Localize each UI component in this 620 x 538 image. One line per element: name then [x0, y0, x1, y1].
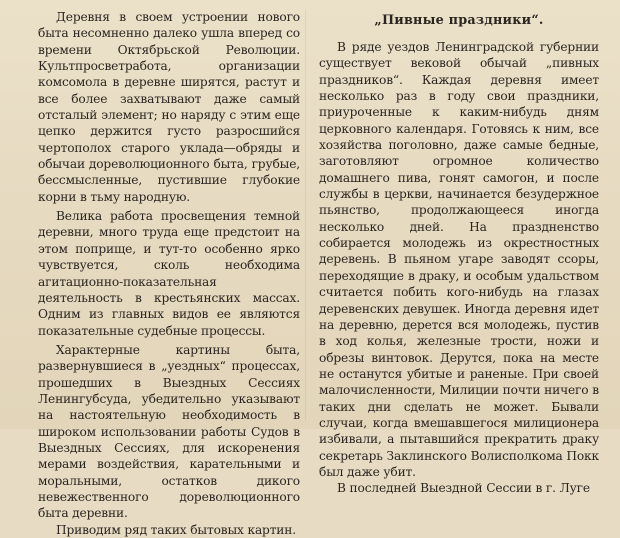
- paragraph: В ряде уездов Ленинградской губернии существует вековой обычай „пивных праздников“. Каждая деревня имеет несколько раз в году свои праздники, приуроченные к каким-нибудь дням церковного календаря. Готовясь к ним, все хозяйства поголовно, даже самые бедные, заготовляют огромное количество домашнего пива, гонят самогон, и после службы в церкви, начинается безудержное пьянство, продолжающееся иногда несколько дней. На праздненство собирается молодежь из окрестностных деревень. В пьяном угаре заводят ссоры, переходящие в драку, и особым удальством считается побить кого-нибудь на глазах деревенских девушек. Иногда деревня идет на деревню, дерется вся молодежь, пустив в ход колья, железные трости, ножи и обрезы винтовок. Дерутся, пока на месте не останутся убитые и раненые. При своей малочисленности, Милиции почти ничего в таких дни сделать не может. Бывали случаи, когда вмешавшегося милиционера избивали, а пытавшийся прекратить драку секретарь Заклинского Волисполкома Покк был даже убит.: [319, 40, 599, 479]
- paragraph: Приводим ряд таких бытовых картин.: [56, 522, 296, 537]
- paragraph: Характерные картины быта, развернувшиеся в „уездных“ процессах, прошедших в Выездных Сессиях Ленингубсуда, убедительно указывают на настоятельную необходимость в широком использовании работы Судов в Выездных Сессиях, для искоренения мерами воздействия, карательными и моральными, остатков дикого невежественного дореволюционного быта деревни.: [38, 342, 300, 521]
- paragraph: Велика работа просвещения темной деревни, много труда еще предстоит на этом поприще, и тут-то особенно ярко чувствуется, сколь необходима агитационно-показательная деятельность в крестьянских массах. Одним из главных видов ее являются показательные судебные процессы.: [38, 209, 300, 338]
- paragraph: Деревня в своем устроении нового быта несомненно далеко ушла вперед со времени Октябрьской Революции. Культпросветработа, организации комсомола в деревне ширятся, растут и все более захватывают даже самый отсталый элемент; но наряду с этим еще цепко держится густо разросшийся чертополох старого уклада—обряды и обычаи дореволюционного быта, грубые, бессмысленные, пустившие глубокие корни в тьму народную.: [38, 10, 300, 204]
- right-column: [319, 13, 599, 497]
- left-column: [38, 9, 300, 538]
- paragraph: В последней Выездной Сессии в г. Луге: [337, 481, 590, 496]
- article-title: „Пивные праздники“.: [374, 13, 544, 28]
- column-divider: [305, 10, 306, 420]
